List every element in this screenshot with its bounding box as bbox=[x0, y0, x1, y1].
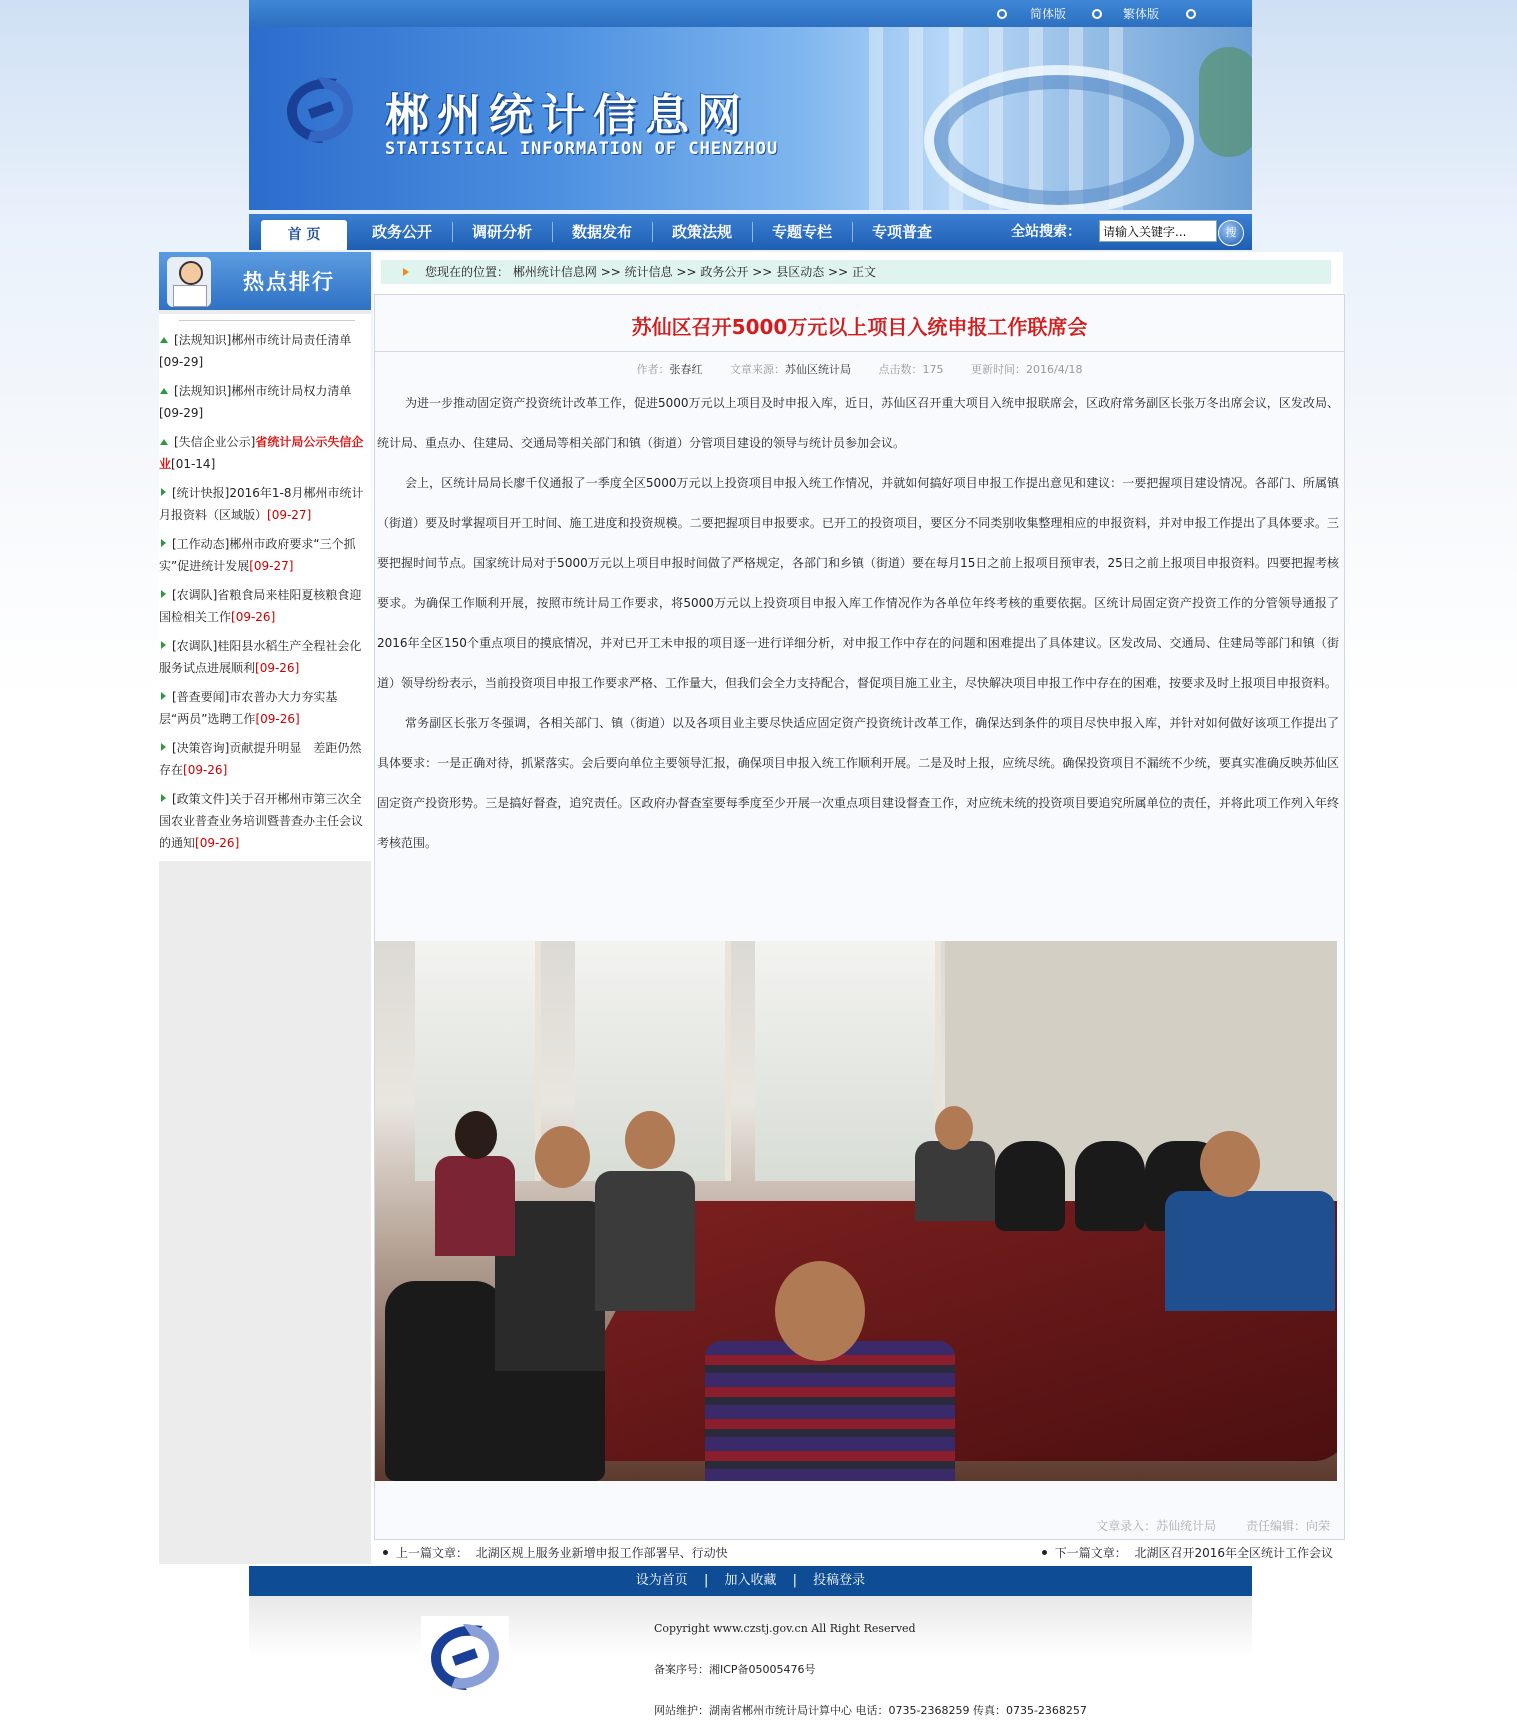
bullet-icon bbox=[1186, 9, 1196, 19]
article-title: 苏仙区召开5000万元以上项目入统申报工作联席会 bbox=[631, 315, 1088, 339]
article-source: 苏仙区统计局 bbox=[785, 363, 852, 376]
nav-item[interactable]: 专项普查 bbox=[871, 223, 932, 241]
hot-ranking-header bbox=[159, 252, 371, 310]
prev-next-nav bbox=[373, 1542, 1343, 1564]
hot-item[interactable]: [农调队]桂阳县水稻生产全程社会化服务试点进展顺利[09-26] bbox=[159, 639, 362, 675]
search-label: 全站搜索： bbox=[1011, 224, 1081, 240]
search-input[interactable] bbox=[1099, 220, 1217, 242]
article-paragraph: 常务副区长张万冬强调，各相关部门、镇（街道）以及各项目业主要尽快适应固定资产投资统计改革工作，确保达到条件的项目尽快申报入库，并针对如何做好该项工作提出了具体要求：一是正确对待，抓紧落实。会后要向单位主要领导汇报，确保项目申报入统工作顺利开展。二是及时上报，应统尽统。确保投资项目不漏统不少统，要真实准确反映苏仙区固定资产投资形势。三是搞好督查，追究责任。区政府办督查室要每季度至少开展一次重点项目建设督查工作，对应统未统的投资项目要追究所属单位的责任，并将此项工作列入年终考核范围。 bbox=[377, 716, 1339, 850]
nav-item[interactable]: 数据发布 bbox=[571, 223, 632, 241]
article-paragraph: 为进一步推动固定资产投资统计改革工作，促进5000万元以上项目及时申报入库，近日，苏仙区召开重大项目入统申报联席会，区政府常务副区长张万冬出席会议，区发改局、统计局、重点办、住建局、交通局等相关部门和镇（街道）分管项目建设的领导与统计员参加会议。 bbox=[377, 396, 1339, 450]
hot-item[interactable]: [法规知识]郴州市统计局责任清单 [09-29] bbox=[159, 333, 352, 369]
breadcrumb-current: 正文 bbox=[851, 265, 876, 279]
breadcrumb-link[interactable]: 统计信息 bbox=[624, 265, 673, 279]
breadcrumb-link[interactable]: 政务公开 bbox=[700, 265, 749, 279]
hot-item[interactable]: [政策文件]关于召开郴州市第三次全国农业普查业务培训暨普查办主任会议的通知[09-26] bbox=[159, 792, 364, 850]
arrow-icon bbox=[161, 488, 166, 496]
footer bbox=[249, 1596, 1252, 1716]
bullet-icon bbox=[383, 1550, 388, 1555]
hot-item[interactable]: [统计快报]2016年1-8月郴州市统计月报资料（区域版）[09-27] bbox=[159, 486, 364, 522]
submit-login-link[interactable]: 投稿登录 bbox=[813, 1573, 866, 1588]
main-nav bbox=[249, 214, 1252, 250]
site-subtitle: STATISTICAL INFORMATION OF CHENZHOU bbox=[385, 139, 779, 159]
article-author: 张春红 bbox=[669, 363, 703, 376]
article-hits: 175 bbox=[922, 363, 944, 376]
traditional-link[interactable]: 繁体版 bbox=[1123, 7, 1160, 21]
nav-item[interactable]: 政务公开 bbox=[371, 223, 432, 241]
copyright: Copyright www.czstj.gov.cn All Right Reserved bbox=[654, 1622, 916, 1635]
nav-home[interactable]: 首 页 bbox=[261, 220, 347, 250]
hot-item[interactable]: [决策咨询]贡献提升明显 差距仍然存在[09-26] bbox=[159, 741, 362, 777]
site-title: 郴州统计信息网 bbox=[385, 90, 749, 141]
bullet-icon bbox=[1042, 1550, 1047, 1555]
main-content bbox=[373, 252, 1343, 1564]
hot-ranking-title: 热点排行 bbox=[243, 270, 335, 294]
divider bbox=[375, 351, 1344, 352]
header-banner bbox=[249, 27, 1252, 210]
arrow-icon bbox=[161, 641, 166, 649]
article-recorder: 苏仙统计局 bbox=[1156, 1519, 1217, 1533]
hot-item[interactable]: [失信企业公示]省统计局公示失信企业[01-14] bbox=[159, 435, 364, 471]
prev-article[interactable]: 上一篇文章： 北湖区规上服务业新增申报工作部署早、行动快 bbox=[373, 1542, 728, 1564]
bullet-icon bbox=[997, 9, 1007, 19]
arrow-icon bbox=[161, 794, 166, 802]
hot-item[interactable]: [工作动态]郴州市政府要求“三个抓实”促进统计发展[09-27] bbox=[159, 537, 356, 573]
nav-item[interactable]: 调研分析 bbox=[471, 223, 532, 241]
stadium-graphic bbox=[924, 65, 1194, 210]
simplified-link[interactable]: 简体版 bbox=[1030, 7, 1067, 21]
breadcrumb-link[interactable]: 县区动态 bbox=[776, 265, 825, 279]
up-arrow-icon bbox=[160, 337, 168, 343]
up-arrow-icon bbox=[160, 439, 168, 445]
add-favorite-link[interactable]: 加入收藏 bbox=[724, 1573, 777, 1588]
breadcrumb-link[interactable]: 郴州统计信息网 bbox=[512, 265, 597, 279]
article-meta: 作者：张春红 文章来源：苏仙区统计局 点击数：175 更新时间：2016/4/18 bbox=[636, 363, 1083, 376]
arrow-icon bbox=[161, 692, 166, 700]
article bbox=[374, 294, 1345, 1540]
breadcrumb: 您现在的位置： 郴州统计信息网 >> 统计信息 >> 政务公开 >> 县区动态 >> 正文 bbox=[381, 260, 1331, 284]
footer-nav: 设为首页 | 加入收藏 | 投稿登录 bbox=[249, 1566, 1252, 1596]
maintenance-info: 网站维护：湖南省郴州市统计局计算中心 电话：0735-2368259 传真：0735-2368257 bbox=[654, 1704, 1087, 1717]
meeting-photo bbox=[375, 941, 1337, 1481]
arrow-icon bbox=[161, 743, 166, 751]
article-body bbox=[377, 383, 1339, 863]
hot-item[interactable]: [法规知识]郴州市统计局权力清单 [09-29] bbox=[159, 384, 352, 420]
footer-logo-icon bbox=[421, 1616, 509, 1698]
hot-list bbox=[159, 314, 371, 861]
language-bar bbox=[249, 0, 1252, 27]
reader-icon bbox=[167, 257, 211, 307]
arrow-icon bbox=[161, 590, 166, 598]
set-homepage-link[interactable]: 设为首页 bbox=[635, 1573, 688, 1588]
next-article[interactable]: 下一篇文章： 北湖区召开2016年全区统计工作会议 bbox=[1032, 1542, 1333, 1564]
article-editor: 向荣 bbox=[1305, 1519, 1330, 1533]
article-updated: 2016/4/18 bbox=[1026, 363, 1083, 376]
icp-number: 备案序号：湘ICP备05005476号 bbox=[654, 1663, 816, 1676]
hot-item[interactable]: [农调队]省粮食局来桂阳夏核粮食迎国检相关工作[09-26] bbox=[159, 588, 362, 624]
arrow-icon bbox=[161, 539, 166, 547]
bullet-icon bbox=[1092, 9, 1102, 19]
search-button[interactable]: 搜 bbox=[1218, 220, 1244, 246]
up-arrow-icon bbox=[160, 388, 168, 394]
article-paragraph: 会上，区统计局局长廖千仪通报了一季度全区5000万元以上投资项目申报入统工作情况，并就如何搞好项目申报工作提出意见和建议：一要把握项目建设情况。各部门、所属镇（街道）要及时掌握项目开工时间、施工进度和投资规模。二要把握项目申报要求。已开工的投资项目，要区分不同类别收集整理相应的申报资料，并对申报工作提出了具体要求。三要把握时间节点。国家统计局对于5000万元以上项目申报时间做了严格规定，各部门和乡镇（街道）要在每月15日之前上报项目预审表，25日之前上报项目申报资料。四要把握考核要求。为确保工作顺利开展，按照市统计局工作要求，将5000万元以上投资项目申报入库工作情况作为各单位年终考核的重要依据。区统计局固定资产投资工作的分管领导通报了2016年全区150个重点项目的摸底情况，并对已开工未申报的项目逐一进行详细分析，对申报工作中存在的问题和困难提出了具体建议。区发改局、交通局、住建局等部门和镇（街道）领导纷纷表示，当前投资项目申报工作要求严格、工作量大，但我们会全力支持配合，督促项目施工业主，尽快解决项目申报工作中存在的困难，按要求及时上报项目申报资料。 bbox=[377, 476, 1339, 690]
site-logo-icon bbox=[279, 69, 361, 151]
divider bbox=[179, 320, 355, 321]
sidebar bbox=[159, 252, 371, 1564]
article-sign: 文章录入：苏仙统计局 责任编辑：向荣 bbox=[1096, 1519, 1330, 1533]
footer-info bbox=[654, 1608, 1087, 1731]
hot-item[interactable]: [普查要闻]市农普办大力夯实基层“两员”选聘工作[09-26] bbox=[159, 690, 338, 726]
arrow-icon bbox=[403, 268, 409, 276]
nav-item[interactable]: 专题专栏 bbox=[771, 223, 832, 241]
nav-item[interactable]: 政策法规 bbox=[671, 223, 732, 241]
